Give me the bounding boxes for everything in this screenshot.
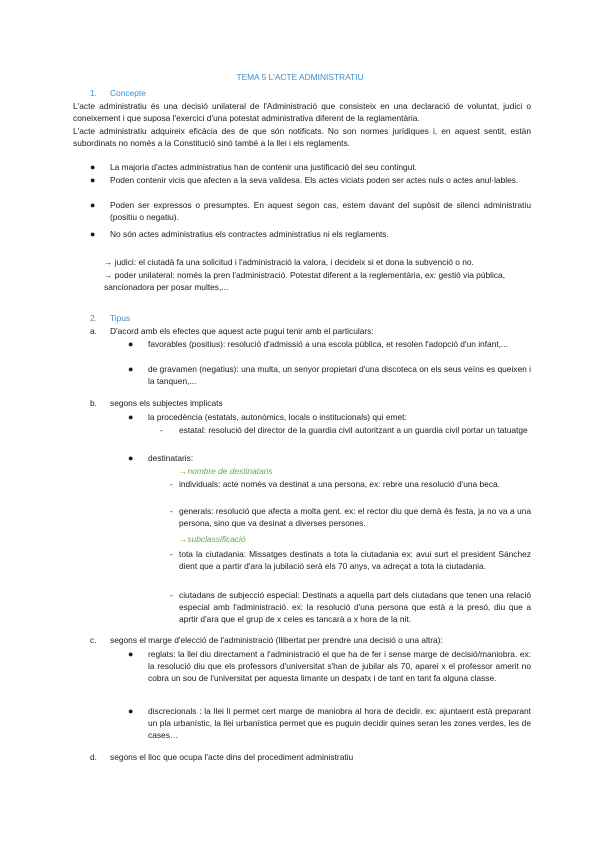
list-item-text: La majoria d'actes administratius han de contenir una justificació del seu contingut. <box>110 162 417 172</box>
dash-marker: - <box>170 479 173 489</box>
list-item-text: favorables (positius): resolució d'admissió a una escola pública, et resolen l'adopció d'un infant,... <box>148 339 509 349</box>
paragraph-eficacia: L'acte administratiu adquireix eficàcia des de que són notificats. No son normes jurídiques i, en aquest sentit, estàn subordinats no només a la Constitució sinó també a la llei i els reglaments. <box>73 126 531 149</box>
list-item-text: ciutadans de subjecció especial: Destinats a aquella part dels ciutadans que tenen una relació especial amb l'administració. ex: la resolució d'una persona que està a la presó, diu que a aprtir d'ara que el grup de x celes es tancarà a x hora de la nit. <box>179 590 531 625</box>
list-letter: a. <box>90 326 97 336</box>
list-item-text: individuals: acte només va destinat a una persona, ex: rebre una resolució d'una beca. <box>179 479 501 489</box>
list-item-text: la procedència (estatals, autonòmics, locals o institucionals) qui emet: <box>148 412 407 422</box>
document-title: TEMA 5 L'ACTE ADMINISTRATIU <box>236 72 364 82</box>
bullet-dot: ● <box>128 649 134 659</box>
note-subclassificacio: →subclassificació <box>179 534 246 544</box>
list-item-text: de gravamen (negatius): una multa, un senyor propietari d'una discoteca on els seus veïns es queixen i la tanquen,... <box>148 364 531 387</box>
paragraph-definition: L'acte administratiu és una decisió unilateral de l'Administració que consisteix en una declaració de voluntat, judici o coneixement i que suposa l'exercici d'una potestat administrativa diferent de la reglamentària. <box>73 101 531 124</box>
bullet-dot: ● <box>90 175 96 185</box>
dash-marker: - <box>170 506 173 516</box>
list-letter: c. <box>90 635 97 645</box>
bullet-dot: ● <box>128 339 134 349</box>
list-letter: b. <box>90 398 97 408</box>
list-item-text: estatal: resolució del director de la guardia civil autoritzant a un guardia civil portar un tatuatge <box>179 425 528 435</box>
note-judici: → judici: el ciutadà fa una solicitud i l'administració la valora, i decideix si et dona la subvenció o no. <box>104 257 474 267</box>
list-item-text: Poden contenir vicis que afecten a la seva validesa. Els actes viciats poden ser actes nuls o actes anul·lables. <box>110 175 519 185</box>
section-number: 1. <box>90 88 97 98</box>
type-a-heading: D'acord amb els efectes que aquest acte pugui tenir amb el particulars: <box>110 326 374 336</box>
dash-marker: - <box>170 590 173 600</box>
bullet-dot: ● <box>128 453 134 463</box>
bullet-dot: ● <box>90 200 96 210</box>
list-item-text: tota la ciutadania: Missatges destinats a tota la ciutadania ex: avui surt el president Sánchez dient que a partir d'ara la jubilació serà els 70 anys, va adreçat a tota la ciutadania. <box>179 549 531 572</box>
bullet-dot: ● <box>128 706 134 716</box>
type-c-heading: segons el marge d'elecció de l'administració (llibertat per prendre una decisió o una altra): <box>110 635 443 645</box>
dash-marker: - <box>160 425 163 435</box>
section-number: 2. <box>90 313 97 323</box>
list-item-text: reglats: la llei diu directament a l'administració el que ha de fer i sense marge de decisió/maniobra. ex: la resolució diu que els professors d'universitat s'han de jubilar als 70, aparei x el professor amerit no cobra un sou de l'universitat per aquesta limante un despatx i de tant en tant fa alguna classe. <box>148 649 531 684</box>
bullet-dot: ● <box>90 229 96 239</box>
bullet-dot: ● <box>128 412 134 422</box>
note-nombre-destinataris: →nombre de destinataris <box>179 466 273 476</box>
type-d-heading: segons el lloc que ocupa l'acte dins del procediment administratiu <box>110 752 354 762</box>
list-item-text: generals: resolució que afecta a molta gent. ex: el rector diu que demà és festa, ja no va a una persona, sino que va desinat a diverses persones. <box>179 506 531 529</box>
list-letter: d. <box>90 752 97 762</box>
section-label: Tipus <box>110 313 131 323</box>
section-heading-concepte <box>90 87 146 99</box>
bullet-dot: ● <box>90 162 96 172</box>
note-poder-unilateral: → poder unilateral: només la pren l'administració. Potestat diferent a la reglementària, ex: gestió via pública, sancionadora per posar multes,... <box>104 270 506 293</box>
list-item-text: No són actes administratius els contractes administratius ni els reglaments. <box>110 229 389 239</box>
dash-marker: - <box>170 549 173 559</box>
bullet-dot: ● <box>128 364 134 374</box>
section-label: Concepte <box>110 88 146 98</box>
list-item-text: Poden ser expressos o presumptes. En aquest segon cas, estem davant del supòsit de silenci administratiu (positiu o negatiu). <box>110 200 531 223</box>
list-item-text: discrecionals : la llei li permet cert marge de maniobra al hora de decidir. ex: ajuntaent està preparant un pla urbanístic, la llei urbanística permet que es puguin decidir quines seran les zones verdes, les de cases… <box>148 706 531 741</box>
section-heading-tipus <box>90 312 130 324</box>
type-b-heading: segons els subjectes implicats <box>110 398 223 408</box>
list-item-text: destinataris: <box>148 453 194 463</box>
